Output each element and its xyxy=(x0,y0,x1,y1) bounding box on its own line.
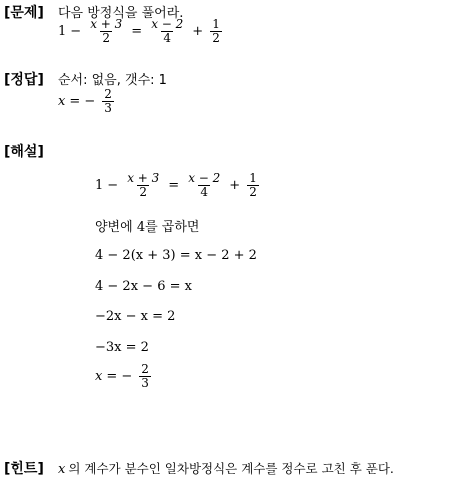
problem-label: [문제] xyxy=(4,5,44,21)
solution-final xyxy=(95,363,154,390)
answer-rel: = − xyxy=(69,94,96,109)
solution-multiply-text xyxy=(95,216,199,235)
solution-step2: 4 − 2(x + 3) = x − 2 + 2 xyxy=(95,248,257,263)
s1-fraction xyxy=(247,172,259,199)
answer-equation xyxy=(58,88,117,115)
s1-frac3-num: 1 xyxy=(249,171,257,185)
eq-frac2-den: 4 xyxy=(163,31,172,45)
answer-fraction xyxy=(102,88,114,115)
s1-frac1-num: x + 3 xyxy=(127,171,160,185)
eq-lead: 1 xyxy=(58,24,67,39)
solution-step4: −2x − x = 2 xyxy=(95,309,176,324)
answer-num: 2 xyxy=(104,87,112,101)
hint-var: x xyxy=(58,462,66,477)
s1-frac1-den: 2 xyxy=(139,185,148,199)
answer-den: 3 xyxy=(104,101,112,115)
multiply-prefix: 양변에 xyxy=(95,220,137,235)
eq-frac3-num: 1 xyxy=(212,17,220,31)
eq-equals: = xyxy=(131,24,143,39)
solution-label: [해설] xyxy=(4,144,44,160)
solution-step1 xyxy=(95,172,262,199)
s1-fraction xyxy=(186,172,222,199)
eq-fraction xyxy=(88,18,124,45)
multiply-number: 4 xyxy=(136,220,146,235)
eq-plus: + xyxy=(192,24,204,39)
eq-minus: − xyxy=(70,24,82,39)
answer-label: [정답] xyxy=(4,72,44,88)
answer-meta: 순서: 없음, 갯수: 1 xyxy=(58,73,167,88)
multiply-suffix: 를 곱하면 xyxy=(145,220,200,235)
hint-text xyxy=(58,459,394,477)
problem-instruction: 다음 방정식을 풀어라. xyxy=(58,6,184,21)
s1-plus: + xyxy=(229,178,241,193)
final-den: 3 xyxy=(141,376,149,390)
problem-equation xyxy=(58,18,225,45)
final-lhs: x xyxy=(95,369,103,384)
eq-fraction xyxy=(149,18,185,45)
s1-frac3-den: 2 xyxy=(249,185,257,199)
s1-fraction xyxy=(125,172,161,199)
eq-frac1-num: x + 3 xyxy=(90,17,123,31)
s1-lead: 1 xyxy=(95,178,104,193)
eq-fraction xyxy=(210,18,222,45)
eq-frac1-den: 2 xyxy=(102,31,111,45)
hint-body: 의 계수가 분수인 일차방정식은 계수를 정수로 고친 후 푼다. xyxy=(68,461,394,476)
solution-step3: 4 − 2x − 6 = x xyxy=(95,279,192,294)
eq-frac3-den: 2 xyxy=(212,31,220,45)
hint-label: [힌트] xyxy=(4,461,44,477)
solution-step5: −3x = 2 xyxy=(95,340,149,355)
answer-lhs: x xyxy=(58,94,66,109)
eq-frac2-num: x − 2 xyxy=(151,17,184,31)
s1-frac2-num: x − 2 xyxy=(188,171,221,185)
s1-equals: = xyxy=(168,178,180,193)
final-rel: = − xyxy=(106,369,133,384)
s1-frac2-den: 4 xyxy=(200,185,209,199)
s1-minus: − xyxy=(107,178,119,193)
final-num: 2 xyxy=(141,362,149,376)
final-fraction xyxy=(139,363,151,390)
